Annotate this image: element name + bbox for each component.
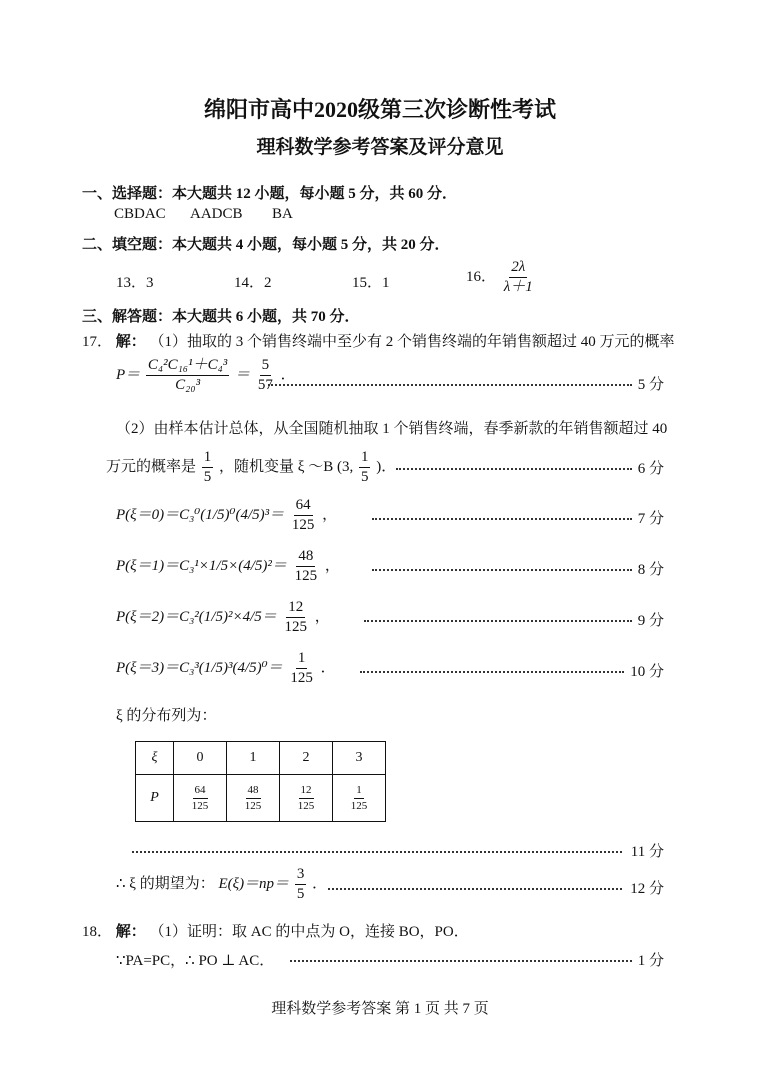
fraction-numerator: 1	[359, 449, 371, 468]
distribution-caption: ξ 的分布列为：	[116, 708, 217, 724]
leader-dots	[396, 468, 632, 470]
fraction-numerator: 64	[193, 784, 208, 799]
formula-lhs: P(ξ＝0)＝C₃⁰(1/5)⁰(4/5)³＝	[116, 507, 285, 524]
fill-answer-16-fraction	[502, 259, 535, 297]
formula-lhs: P＝	[116, 367, 141, 384]
fraction-numerator: 5	[260, 357, 272, 376]
fraction-denominator: 5	[203, 469, 212, 486]
q18-line1	[82, 920, 469, 941]
fraction-numerator: 1	[296, 650, 308, 669]
page-footer: 理科数学参考答案 第 1 页 共 7 页	[271, 1001, 489, 1017]
section1-heading: 一、选择题：本大题共 12 小题，每小题 5 分，共 60 分．	[82, 186, 458, 202]
score-mark: 7 分	[637, 511, 664, 527]
table-header-cell: P	[136, 775, 174, 822]
fraction-numerator: 48	[296, 548, 315, 567]
q17-solution-label: 解：	[115, 334, 146, 350]
prob-xi-1	[116, 548, 340, 586]
table-row	[136, 775, 386, 822]
fraction-denominator: C₂₀³	[175, 377, 201, 394]
text: ，随机变量 ξ ～B (3,	[219, 459, 354, 476]
score-mark: 5 分	[637, 377, 664, 393]
score-mark: 10 分	[630, 664, 664, 680]
score-mark: 1 分	[637, 953, 664, 969]
fraction-numerator: 2λ	[509, 259, 527, 278]
table-cell	[174, 775, 227, 822]
fraction-numerator: 48	[246, 784, 261, 799]
fraction-numerator: 12	[286, 599, 305, 618]
fraction-denominator: 125	[294, 568, 318, 585]
period: ．	[320, 660, 336, 677]
formula-equals: ＝	[235, 367, 251, 384]
fraction-denominator: 125	[191, 799, 209, 812]
q18-line2: ∵PA=PC，∴ PO ⊥ AC．	[116, 953, 275, 969]
fill-answer-15: 15．1	[352, 275, 390, 291]
comma: ，	[324, 558, 340, 575]
section3-heading: 三、解答题：本大题共 6 小题，共 70 分．	[82, 309, 360, 325]
fraction-numerator: 64	[294, 497, 313, 516]
leader-dots	[328, 888, 622, 890]
prob-xi-3	[116, 650, 336, 688]
table-cell: 1	[227, 742, 280, 775]
fill-answer-14: 14．2	[234, 275, 272, 291]
formula: E(ξ)＝np＝	[218, 876, 290, 893]
q17-part1-text: （1）抽取的 3 个销售终端中至少有 2 个销售终端的年销售额超过 40 万元的概率	[149, 334, 675, 350]
fraction-numerator: C₄²C₁₆¹＋C₄³	[146, 357, 229, 376]
formula-value	[283, 599, 310, 637]
fraction-denominator: 57	[257, 377, 273, 394]
formula-lhs: P(ξ＝1)＝C₃¹×1/5×(4/5)²＝	[116, 558, 287, 575]
formula-lhs: P(ξ＝2)＝C₃²(1/5)²×4/5＝	[116, 609, 277, 626]
fraction-numerator: 1	[354, 784, 364, 799]
prob-xi-0	[116, 497, 337, 535]
formula-period: ．	[280, 367, 296, 384]
table-cell: 2	[280, 742, 333, 775]
fraction-numerator: 1	[202, 449, 214, 468]
fraction-denominator: λ＋1	[503, 279, 533, 296]
leader-dots	[268, 384, 632, 386]
table-row	[136, 742, 386, 775]
q17-probability-formula	[116, 357, 296, 395]
q18-solution-label: 解：	[115, 924, 146, 940]
table-cell: 3	[333, 742, 386, 775]
q18-line1-text: （1）证明：取 AC 的中点为 O，连接 BO，PO．	[149, 924, 469, 940]
fraction	[295, 866, 307, 904]
fraction-denominator: 125	[291, 517, 315, 534]
leader-dots	[360, 671, 624, 673]
section2-heading: 二、填空题：本大题共 4 小题，每小题 5 分，共 20 分．	[82, 237, 450, 253]
distribution-table	[135, 741, 386, 822]
table-cell: 0	[174, 742, 227, 775]
leader-dots	[364, 620, 632, 622]
score-mark: 6 分	[637, 461, 664, 477]
formula-value	[290, 497, 317, 535]
q17-part2-line1: （2）由样本估计总体，从全国随机抽取 1 个销售终端，春季新款的年销售额超过 40	[116, 421, 668, 437]
fraction-denominator: 125	[284, 619, 307, 636]
table-cell	[333, 775, 386, 822]
score-mark: 12 分	[630, 881, 664, 897]
q18-label: 18．	[82, 924, 113, 940]
fraction-denominator: 125	[350, 799, 368, 812]
text: ∴ ξ 的期望为：	[116, 876, 215, 893]
formula-fraction	[146, 357, 229, 395]
formula-value	[256, 357, 275, 395]
comma: ，	[314, 609, 330, 626]
mc-answers-2: AADCB	[190, 206, 243, 222]
fill-answer-16	[466, 259, 537, 297]
fraction-numerator: 12	[299, 784, 314, 799]
comma: ，	[322, 507, 338, 524]
fraction-denominator: 5	[360, 469, 369, 486]
page-subtitle: 理科数学参考答案及评分意见	[256, 137, 504, 158]
fraction	[359, 449, 371, 487]
q17-part2-line2	[106, 449, 396, 487]
formula-lhs: P(ξ＝3)＝C₃³(1/5)³(4/5)⁰＝	[116, 660, 283, 677]
text: )．	[376, 459, 397, 476]
fill-answer-16-label: 16．	[466, 269, 497, 286]
mc-answers-3: BA	[272, 206, 293, 222]
leader-dots	[372, 569, 632, 571]
period: ．	[312, 876, 328, 893]
fraction-numerator: 3	[295, 866, 307, 885]
page-title: 绵阳市高中2020级第三次诊断性考试	[203, 97, 556, 122]
score-mark: 8 分	[637, 562, 664, 578]
score-mark: 9 分	[637, 613, 664, 629]
leader-dots	[372, 518, 632, 520]
mc-answers-1: CBDAC	[114, 206, 166, 222]
fraction-denominator: 125	[244, 799, 262, 812]
prob-xi-2	[116, 599, 330, 637]
q17-part1	[82, 330, 675, 351]
table-cell	[280, 775, 333, 822]
table-cell	[227, 775, 280, 822]
formula-value	[288, 650, 315, 688]
expectation-line	[116, 866, 327, 904]
fraction	[202, 449, 214, 487]
fraction-denominator: 125	[297, 799, 315, 812]
leader-dots	[132, 851, 622, 853]
fraction-denominator: 5	[296, 886, 305, 903]
fill-answer-13: 13．3	[116, 275, 154, 291]
formula-value	[293, 548, 320, 586]
table-header-cell: ξ	[136, 742, 174, 775]
text: 万元的概率是	[106, 459, 197, 476]
score-mark: 11 分	[630, 844, 664, 860]
fraction-denominator: 125	[290, 670, 313, 687]
q17-label: 17．	[82, 334, 113, 350]
leader-dots	[290, 960, 632, 962]
